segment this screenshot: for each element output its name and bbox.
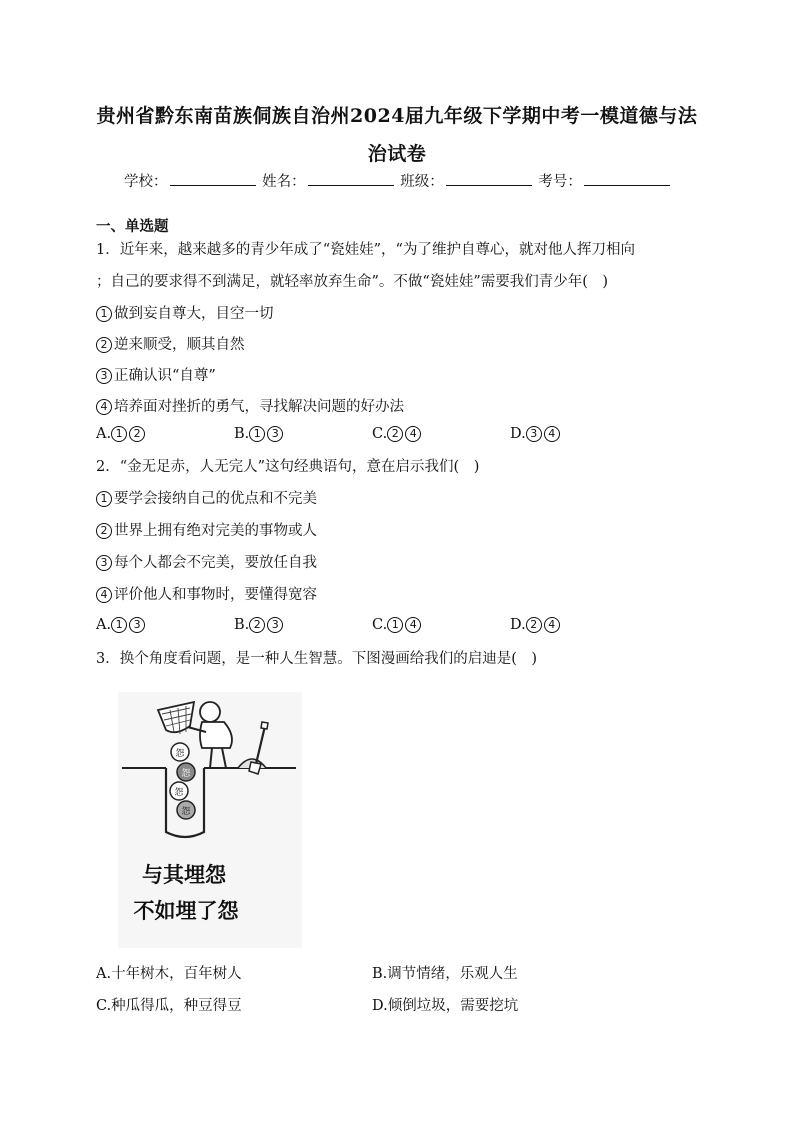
circled-number-icon: 2: [96, 337, 112, 353]
circled-number-icon: 2: [526, 617, 542, 633]
q1-option-c[interactable]: [372, 426, 423, 442]
q1-item-text: 培养面对挫折的勇气，寻找解决问题的好办法: [114, 399, 404, 415]
circled-number-icon: 4: [405, 426, 421, 442]
cartoon-illustration: [118, 692, 302, 948]
q1-item-text: 做到妄自尊大，目空一切: [114, 306, 274, 322]
q1-item: [96, 364, 216, 385]
q3-stem: 3．换个角度看问题，是一种人生智慧。下图漫画给我们的启迪是( ): [96, 651, 538, 667]
q3-option-c[interactable]: C.种瓜得瓜，种豆得豆: [96, 998, 242, 1014]
q1-stem-line-2: ；自己的要求得不到满足，就轻率放弃生命”。不做“瓷娃娃”需要我们青少年( ): [96, 274, 609, 290]
ball-label: 怨: [175, 749, 185, 759]
circled-number-icon: 4: [544, 426, 560, 442]
circled-number-icon: 1: [96, 306, 112, 322]
circled-number-icon: 3: [267, 426, 283, 442]
q3-option-a[interactable]: A.十年树木，百年树人: [96, 966, 242, 982]
circled-number-icon: 2: [387, 426, 403, 442]
circled-number-icon: 1: [111, 426, 127, 442]
page-title-line-2: 治试卷: [367, 143, 427, 165]
option-letter: C.: [372, 426, 388, 442]
circled-number-icon: 3: [526, 426, 542, 442]
ball-label: 怨: [181, 769, 191, 779]
q3-option-d[interactable]: D.倾倒垃圾，需要挖坑: [372, 998, 519, 1014]
class-blank[interactable]: [446, 172, 532, 186]
circled-number-icon: 4: [96, 399, 112, 415]
student-info-line: [124, 170, 672, 191]
ball-label: 怨: [174, 788, 184, 798]
circled-number-icon: 2: [249, 617, 265, 633]
school-label: 学校：: [124, 174, 168, 190]
q1-option-b[interactable]: [234, 426, 285, 442]
option-letter: D.: [510, 617, 526, 633]
ball-label: 怨: [181, 807, 191, 817]
circled-number-icon: 4: [405, 617, 421, 633]
q2-stem: 2．“金无足赤，人无完人”这句经典语句，意在启示我们( ): [96, 459, 480, 475]
school-blank[interactable]: [170, 172, 256, 186]
cartoon-caption-line-1: 与其埋怨: [142, 863, 226, 887]
option-letter: B.: [234, 426, 250, 442]
q1-stem-line-1: 1．近年来，越来越多的青少年成了“瓷娃娃”，“为了维护自尊心，就对他人挥刀相向: [96, 242, 635, 258]
q2-option-d[interactable]: [510, 617, 562, 633]
q2-option-c[interactable]: [372, 617, 423, 633]
circled-number-icon: 3: [96, 368, 112, 384]
exam-number-blank[interactable]: [584, 172, 670, 186]
class-label: 班级：: [400, 174, 444, 190]
q2-option-a[interactable]: [96, 617, 147, 633]
q2-item-text: 要学会接纳自己的优点和不完美: [114, 491, 317, 507]
q3-option-b[interactable]: B.调节情绪，乐观人生: [372, 966, 518, 982]
q1-item: [96, 333, 245, 354]
option-letter: D.: [510, 426, 526, 442]
name-label: 姓名：: [262, 174, 306, 190]
circled-number-icon: 2: [96, 523, 112, 539]
option-letter: A.: [96, 617, 112, 633]
q2-item: [96, 551, 317, 572]
cartoon-caption-line-2: 不如埋了怨: [133, 899, 239, 923]
circled-number-icon: 3: [96, 555, 112, 571]
q1-item-text: 正确认识“自尊”: [114, 368, 216, 384]
option-letter: B.: [234, 617, 250, 633]
q2-item-text: 世界上拥有绝对完美的事物或人: [114, 523, 317, 539]
circled-number-icon: 4: [96, 587, 112, 603]
q2-option-b[interactable]: [234, 617, 285, 633]
q2-item: [96, 487, 317, 508]
q2-item-text: 每个人都会不完美，要放任自我: [114, 555, 317, 571]
circled-number-icon: 1: [387, 617, 403, 633]
circled-number-icon: 3: [267, 617, 283, 633]
circled-number-icon: 3: [129, 617, 145, 633]
circled-number-icon: 1: [96, 491, 112, 507]
option-letter: C.: [372, 617, 388, 633]
q1-item: [96, 302, 274, 323]
circled-number-icon: 1: [111, 617, 127, 633]
name-blank[interactable]: [308, 172, 394, 186]
exam-number-label: 考号：: [538, 174, 582, 190]
q1-option-a[interactable]: [96, 426, 147, 442]
page-title-line-1: 贵州省黔东南苗族侗族自治州2024届九年级下学期中考一模道德与法: [96, 105, 698, 127]
circled-number-icon: 4: [544, 617, 560, 633]
section-heading: 一、单选题: [96, 218, 169, 235]
q2-item: [96, 519, 317, 540]
q1-item-text: 逆来顺受，顺其自然: [114, 337, 245, 353]
option-letter: A.: [96, 426, 112, 442]
q1-item: [96, 395, 404, 416]
q1-option-d[interactable]: [510, 426, 562, 442]
q2-item-text: 评价他人和事物时，要懂得宽容: [114, 587, 317, 603]
circled-number-icon: 2: [129, 426, 145, 442]
circled-number-icon: 1: [249, 426, 265, 442]
q2-item: [96, 583, 317, 604]
